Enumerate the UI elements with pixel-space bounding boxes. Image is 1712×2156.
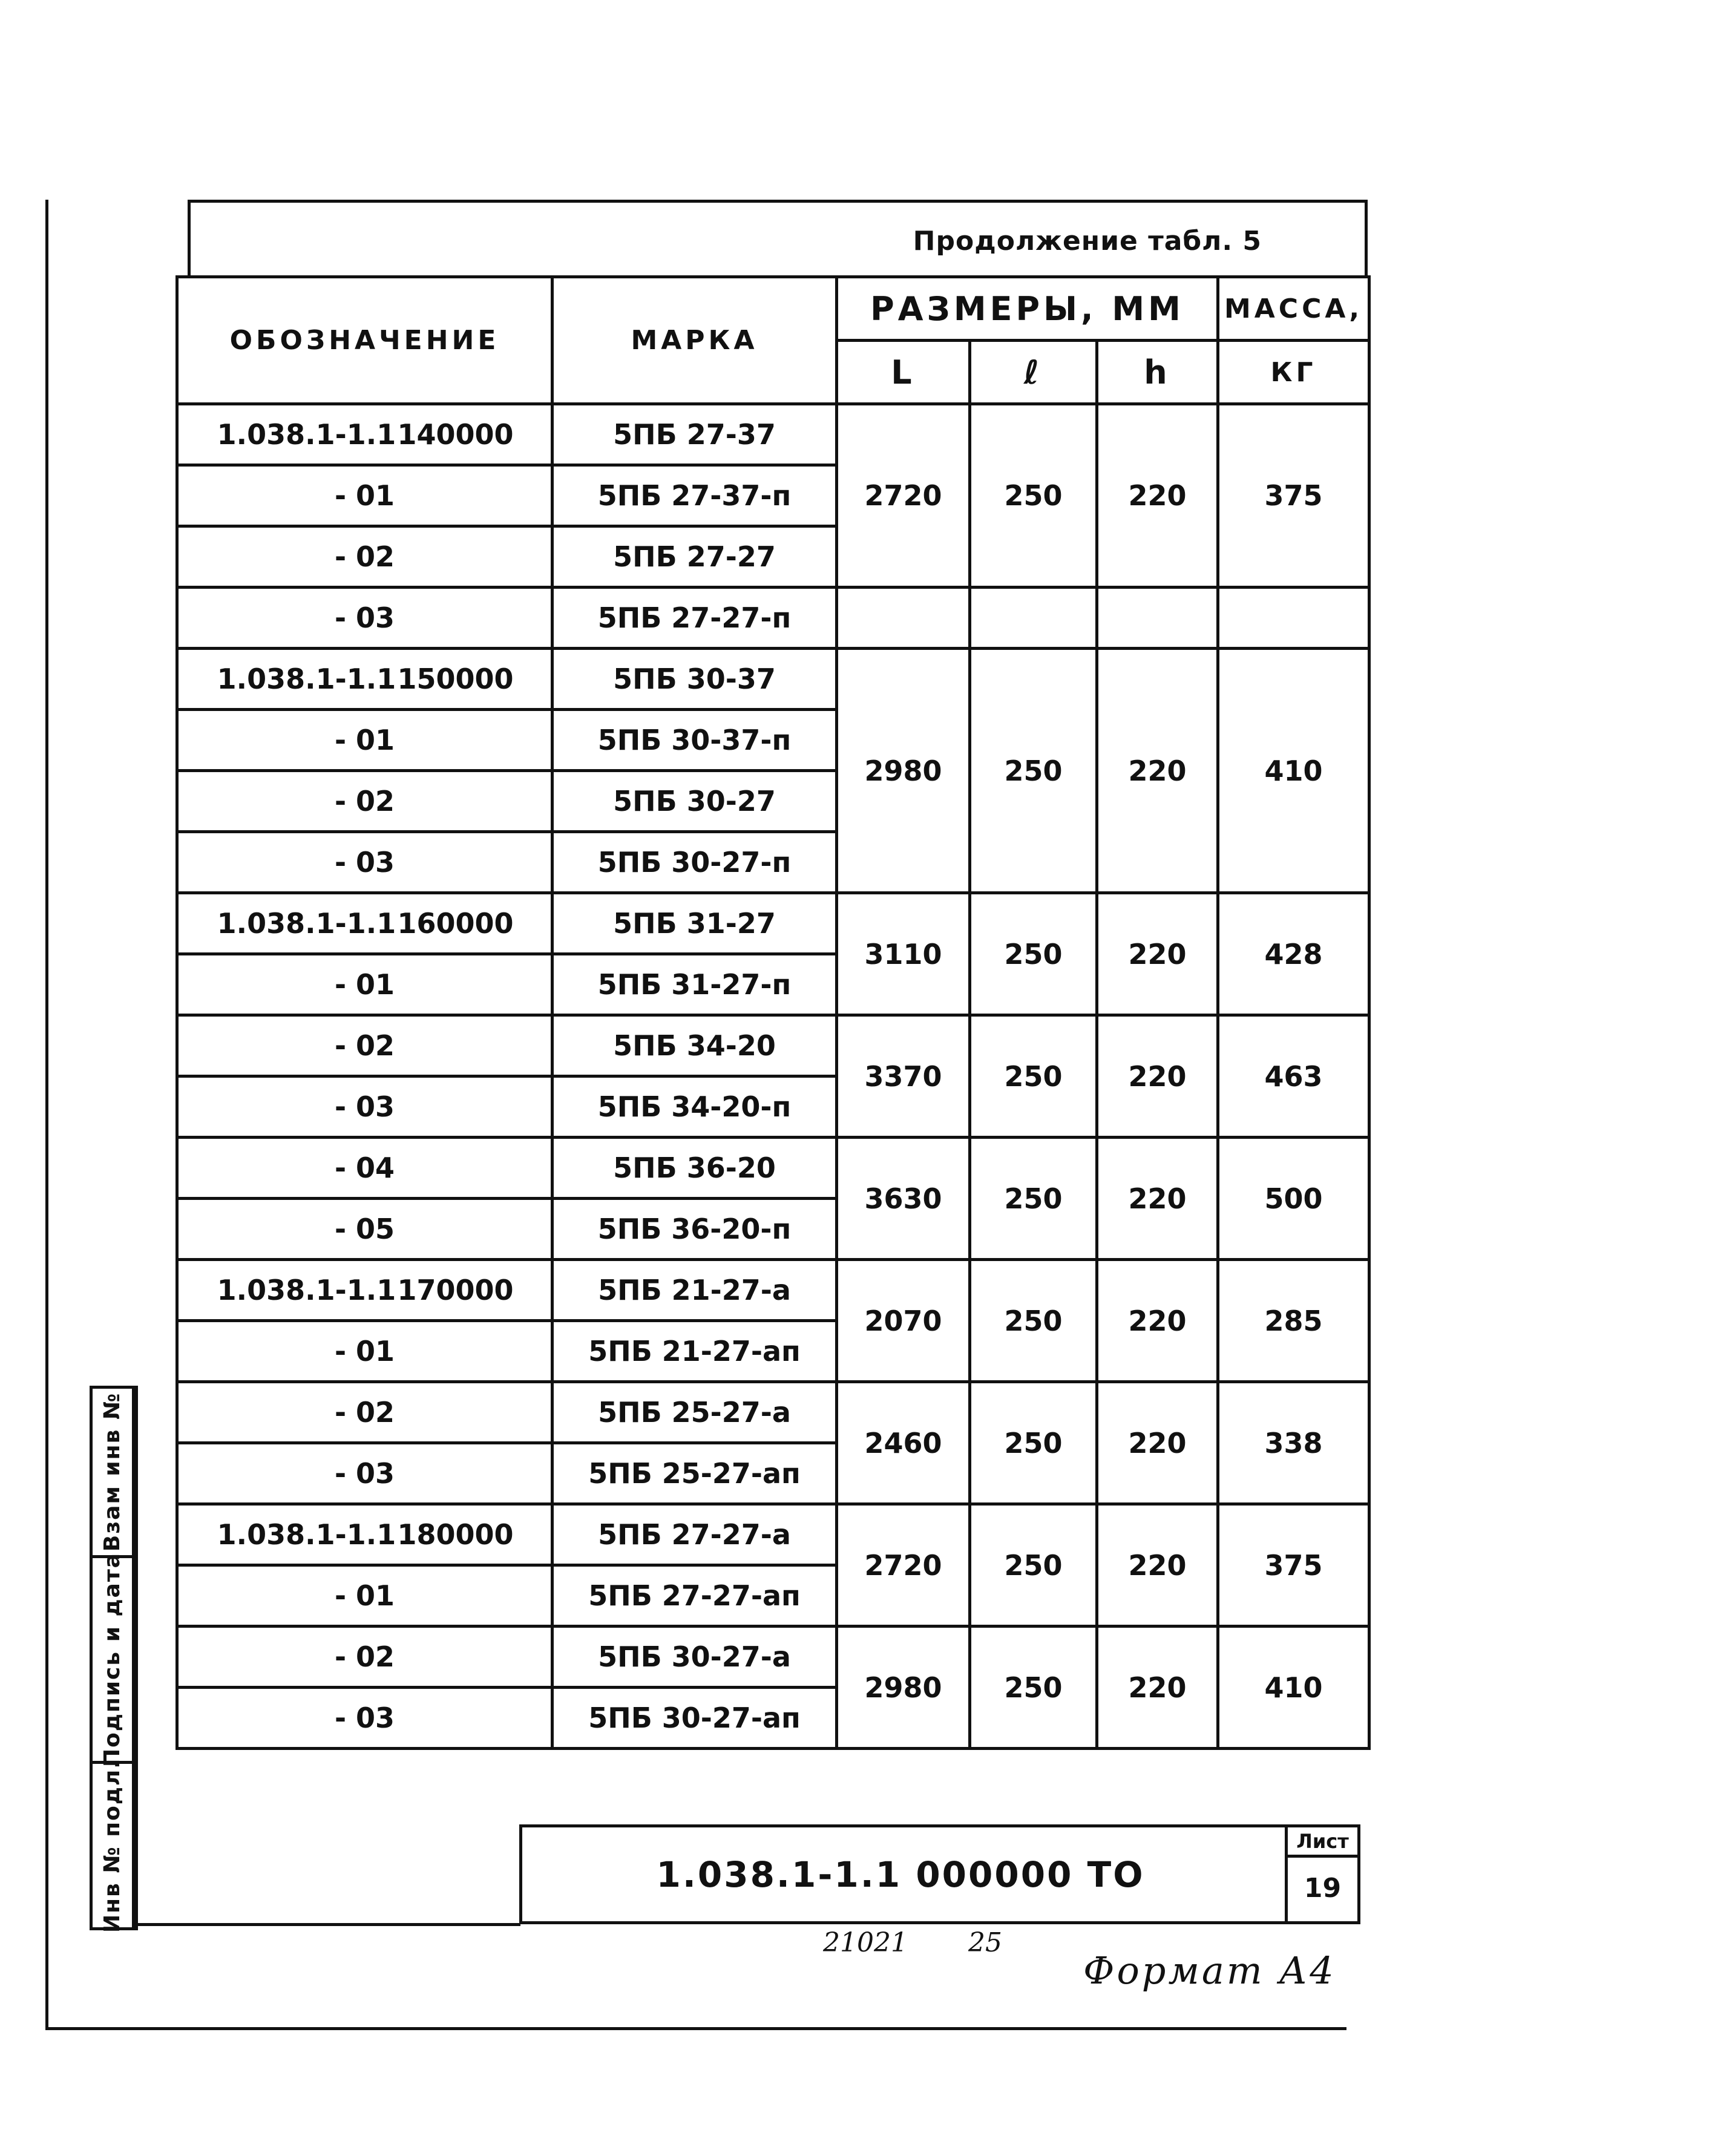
length-cell: 3370	[837, 1015, 970, 1138]
designation-cell: - 02	[177, 526, 553, 588]
mark-cell: 5ПБ 34-20-п	[553, 1076, 837, 1138]
designation-code: 1.038.1-1.1	[217, 418, 396, 451]
width-cell: 250	[970, 649, 1097, 893]
mark-cell: 5ПБ 30-27	[553, 771, 837, 832]
side-stamp	[90, 1386, 135, 1933]
width-cell: 250	[970, 1382, 1097, 1504]
stamp-separator	[135, 1386, 138, 1930]
stamp-replace-inv	[93, 1389, 132, 1558]
table-row	[177, 1015, 1369, 1076]
width-cell: 250	[970, 893, 1097, 1015]
length-cell: 3630	[837, 1138, 970, 1260]
designation-code: 1.038.1-1.1	[217, 1274, 396, 1306]
designation-code: 1.038.1-1.1	[217, 1518, 396, 1551]
width-cell	[970, 588, 1097, 649]
mass-cell: 410	[1218, 649, 1369, 893]
height-cell: 220	[1097, 1504, 1218, 1627]
width-cell: 250	[970, 404, 1097, 588]
designation-cell: - 02	[177, 771, 553, 832]
handwritten-number-left: 21021	[823, 1927, 908, 1958]
designation-cell: - 01	[177, 954, 553, 1015]
mark-cell: 5ПБ 27-27-ап	[553, 1565, 837, 1627]
width-cell: 250	[970, 1138, 1097, 1260]
header-dimensions: РАЗМЕРЫ, ММ	[837, 277, 1218, 341]
table-row	[177, 893, 1369, 954]
designation-cell: - 02	[177, 1382, 553, 1443]
height-cell: 220	[1097, 1138, 1218, 1260]
designation-cell: - 03	[177, 588, 553, 649]
designation-cell: - 01	[177, 465, 553, 526]
table-row	[177, 404, 1369, 465]
length-cell	[837, 588, 970, 649]
document-code: 1.038.1-1.1 000000 ТО	[656, 1853, 1145, 1895]
designation-cell: - 02	[177, 1627, 553, 1688]
designation-cell: - 04	[177, 1138, 553, 1199]
designation-number: 140000	[397, 418, 514, 451]
mark-cell: 5ПБ 30-37	[553, 649, 837, 710]
stamp-signature-date	[93, 1552, 132, 1767]
height-cell: 220	[1097, 1627, 1218, 1749]
frame-bottom-border	[45, 2027, 1346, 2030]
mass-cell: 428	[1218, 893, 1369, 1015]
designation-number: 160000	[397, 907, 514, 940]
sheet-number: 19	[1304, 1872, 1342, 1904]
designation-code: 1.038.1-1.1	[217, 663, 396, 695]
table-continuation-caption: Продолжение табл. 5	[188, 200, 1368, 277]
sheet-box	[1285, 1827, 1357, 1921]
mark-cell: 5ПБ 30-27-п	[553, 832, 837, 893]
stamp-inv-orig	[93, 1758, 132, 1933]
mass-cell: 463	[1218, 1015, 1369, 1138]
mark-cell: 5ПБ 21-27-а	[553, 1260, 837, 1321]
table-row	[177, 1138, 1369, 1199]
height-cell: 220	[1097, 649, 1218, 893]
title-block	[519, 1824, 1360, 1924]
sheet-label: Лист	[1288, 1827, 1357, 1858]
handwritten-number-right: 25	[968, 1927, 1002, 1958]
length-cell: 2720	[837, 404, 970, 588]
mark-cell: 5ПБ 27-37	[553, 404, 837, 465]
designation-cell: - 01	[177, 1321, 553, 1382]
length-cell: 2720	[837, 1504, 970, 1627]
designation-cell	[177, 1260, 553, 1321]
frame-left-border	[45, 200, 48, 2030]
length-cell: 3110	[837, 893, 970, 1015]
mark-cell: 5ПБ 27-37-п	[553, 465, 837, 526]
stamp-replace-inv-label: Взам инв №	[100, 1392, 125, 1552]
mark-cell: 5ПБ 25-27-а	[553, 1382, 837, 1443]
designation-cell: - 03	[177, 1076, 553, 1138]
length-cell: 2460	[837, 1382, 970, 1504]
header-mass: МАССА,	[1218, 277, 1369, 341]
height-cell: 220	[1097, 893, 1218, 1015]
mark-cell: 5ПБ 30-27-а	[553, 1627, 837, 1688]
mark-cell: 5ПБ 36-20-п	[553, 1199, 837, 1260]
mass-cell: 375	[1218, 404, 1369, 588]
designation-cell	[177, 404, 553, 465]
table-row	[177, 1260, 1369, 1321]
mass-cell	[1218, 588, 1369, 649]
stamp-inv-orig-label: Инв № подл.	[100, 1758, 125, 1933]
mass-cell: 375	[1218, 1504, 1369, 1627]
header-width: ℓ	[970, 341, 1097, 404]
header-length: L	[837, 341, 970, 404]
mass-cell: 338	[1218, 1382, 1369, 1504]
height-cell: 220	[1097, 1015, 1218, 1138]
format-label: Формат А4	[1083, 1948, 1336, 1993]
designation-cell	[177, 649, 553, 710]
bottom-rule	[138, 1923, 520, 1926]
table-row	[177, 588, 1369, 649]
designation-cell: - 01	[177, 710, 553, 771]
length-cell: 2070	[837, 1260, 970, 1382]
header-height: h	[1097, 341, 1218, 404]
mark-cell: 5ПБ 31-27	[553, 893, 837, 954]
designation-cell	[177, 1504, 553, 1565]
designation-cell	[177, 893, 553, 954]
designation-cell: - 05	[177, 1199, 553, 1260]
designation-number: 180000	[397, 1518, 514, 1551]
header-mark: МАРКА	[553, 277, 837, 404]
header-designation: ОБОЗНАЧЕНИЕ	[177, 277, 553, 404]
table-row	[177, 1504, 1369, 1565]
mass-cell: 285	[1218, 1260, 1369, 1382]
designation-cell: - 02	[177, 1015, 553, 1076]
height-cell: 220	[1097, 404, 1218, 588]
header-mass-unit: КГ	[1218, 341, 1369, 404]
width-cell: 250	[970, 1627, 1097, 1749]
mark-cell: 5ПБ 27-27	[553, 526, 837, 588]
mark-cell: 5ПБ 30-27-ап	[553, 1688, 837, 1749]
table-row	[177, 1627, 1369, 1688]
designation-number: 170000	[397, 1274, 514, 1306]
width-cell: 250	[970, 1015, 1097, 1138]
designation-cell: - 03	[177, 1443, 553, 1504]
mark-cell: 5ПБ 25-27-ап	[553, 1443, 837, 1504]
stamp-signature-date-label: Подпись и дата	[100, 1552, 125, 1767]
height-cell: 220	[1097, 1382, 1218, 1504]
mark-cell: 5ПБ 27-27-а	[553, 1504, 837, 1565]
table-row	[177, 1382, 1369, 1443]
designation-code: 1.038.1-1.1	[217, 907, 396, 940]
designation-cell: - 03	[177, 1688, 553, 1749]
mark-cell: 5ПБ 31-27-п	[553, 954, 837, 1015]
mass-cell: 500	[1218, 1138, 1369, 1260]
width-cell: 250	[970, 1504, 1097, 1627]
height-cell: 220	[1097, 1260, 1218, 1382]
length-cell: 2980	[837, 1627, 970, 1749]
width-cell: 250	[970, 1260, 1097, 1382]
mark-cell: 5ПБ 27-27-п	[553, 588, 837, 649]
length-cell: 2980	[837, 649, 970, 893]
height-cell	[1097, 588, 1218, 649]
table-row	[177, 649, 1369, 710]
mass-cell: 410	[1218, 1627, 1369, 1749]
designation-cell: - 03	[177, 832, 553, 893]
mark-cell: 5ПБ 21-27-ап	[553, 1321, 837, 1382]
designation-cell: - 01	[177, 1565, 553, 1627]
mark-cell: 5ПБ 30-37-п	[553, 710, 837, 771]
mark-cell: 5ПБ 34-20	[553, 1015, 837, 1076]
mark-cell: 5ПБ 36-20	[553, 1138, 837, 1199]
specification-table	[175, 275, 1371, 1750]
designation-number: 150000	[397, 663, 514, 695]
